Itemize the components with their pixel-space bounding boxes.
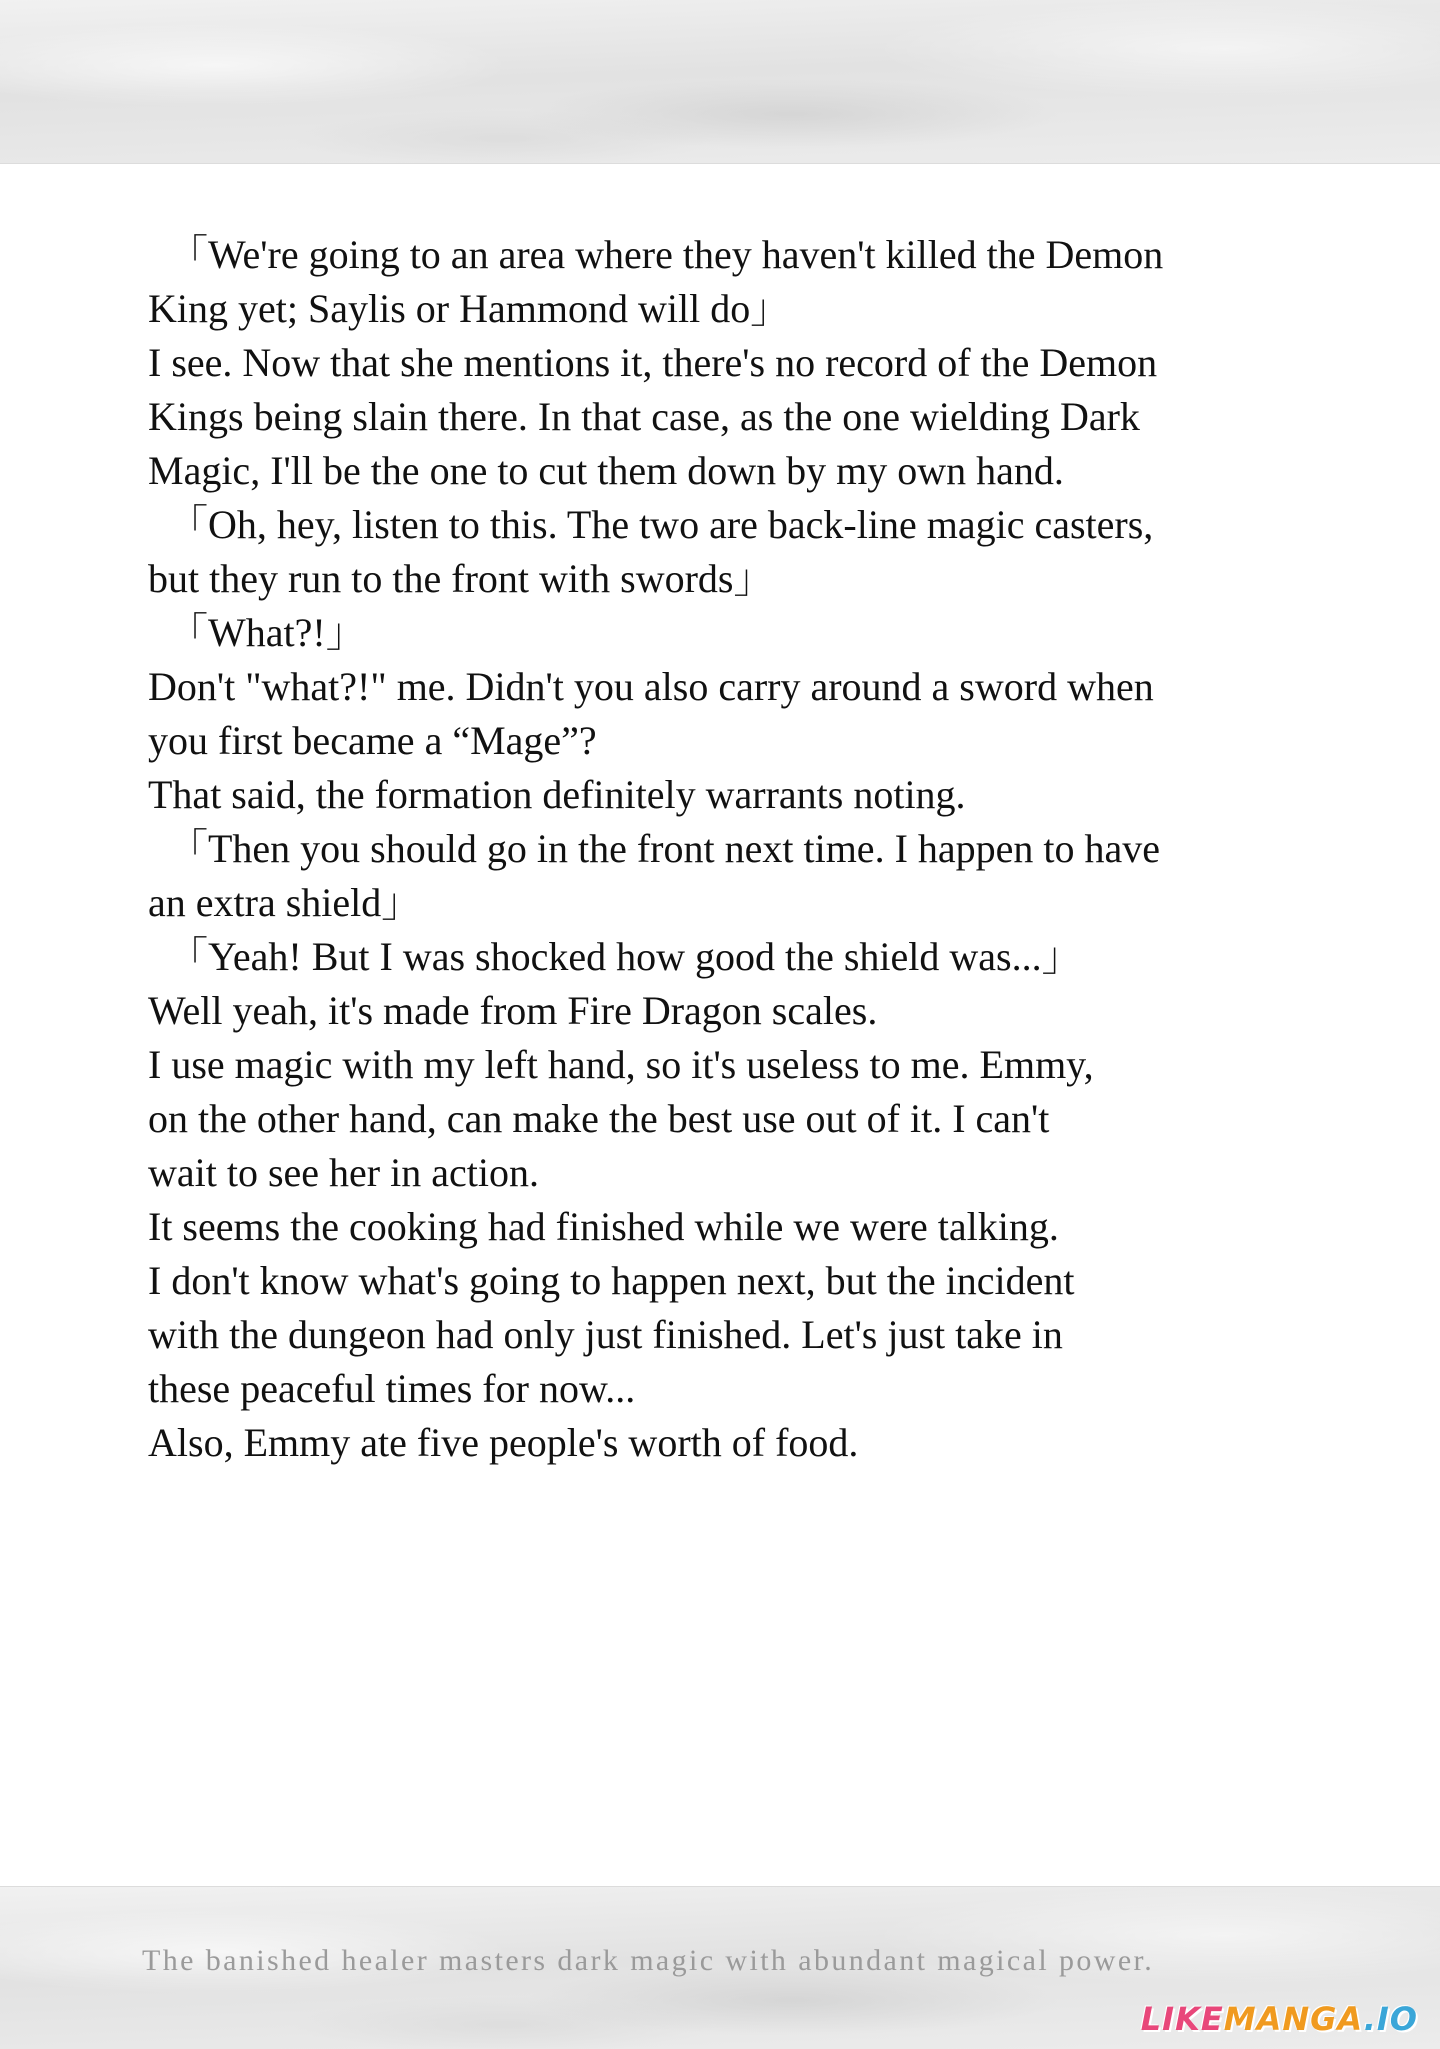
header-marble-band [0, 0, 1440, 164]
body-line: an extra shield」 [148, 880, 422, 925]
body-line: I use magic with my left hand, so it's useless to me. Emmy, [148, 1042, 1094, 1087]
body-line: on the other hand, can make the best use out of it. I can't [148, 1096, 1050, 1141]
watermark-part: .IO [1363, 2000, 1418, 2038]
watermark-part: LIKE [1140, 2000, 1224, 2038]
body-line: I see. Now that she mentions it, there's no record of the Demon [148, 340, 1158, 385]
body-line: It seems the cooking had finished while we were talking. [148, 1204, 1059, 1249]
body-line: Also, Emmy ate five people's worth of food. [148, 1420, 859, 1465]
body-line: 「Oh, hey, listen to this. The two are back-line magic casters, [148, 502, 1154, 547]
body-line: King yet; Saylis or Hammond will do」 [148, 286, 791, 331]
page-body-text [148, 228, 1298, 1470]
body-line: Well yeah, it's made from Fire Dragon scales. [148, 988, 878, 1033]
body-line: I don't know what's going to happen next, but the incident [148, 1258, 1075, 1303]
body-line: Don't "what?!" me. Didn't you also carry around a sword when [148, 664, 1154, 709]
body-line: these peaceful times for now... [148, 1366, 636, 1411]
body-line: but they run to the front with swords」 [148, 556, 774, 601]
body-line: 「Then you should go in the front next time. I happen to have [148, 826, 1161, 871]
body-line: Kings being slain there. In that case, as the one wielding Dark [148, 394, 1140, 439]
watermark-part: MANGA [1223, 2000, 1364, 2038]
running-title: The banished healer masters dark magic with abundant magical power. [142, 1944, 1155, 1977]
site-watermark-logo [1141, 2000, 1418, 2038]
body-line: 「Yeah! But I was shocked how good the shield was...」 [148, 934, 1082, 979]
body-line: 「What?!」 [148, 610, 366, 655]
body-line: you first became a “Mage”? [148, 718, 597, 763]
body-line: wait to see her in action. [148, 1150, 539, 1195]
body-line: 「We're going to an area where they haven't killed the Demon [148, 232, 1164, 277]
body-line: with the dungeon had only just finished. Let's just take in [148, 1312, 1063, 1357]
body-line: Magic, I'll be the one to cut them down by my own hand. [148, 448, 1064, 493]
body-line: That said, the formation definitely warrants noting. [148, 772, 966, 817]
